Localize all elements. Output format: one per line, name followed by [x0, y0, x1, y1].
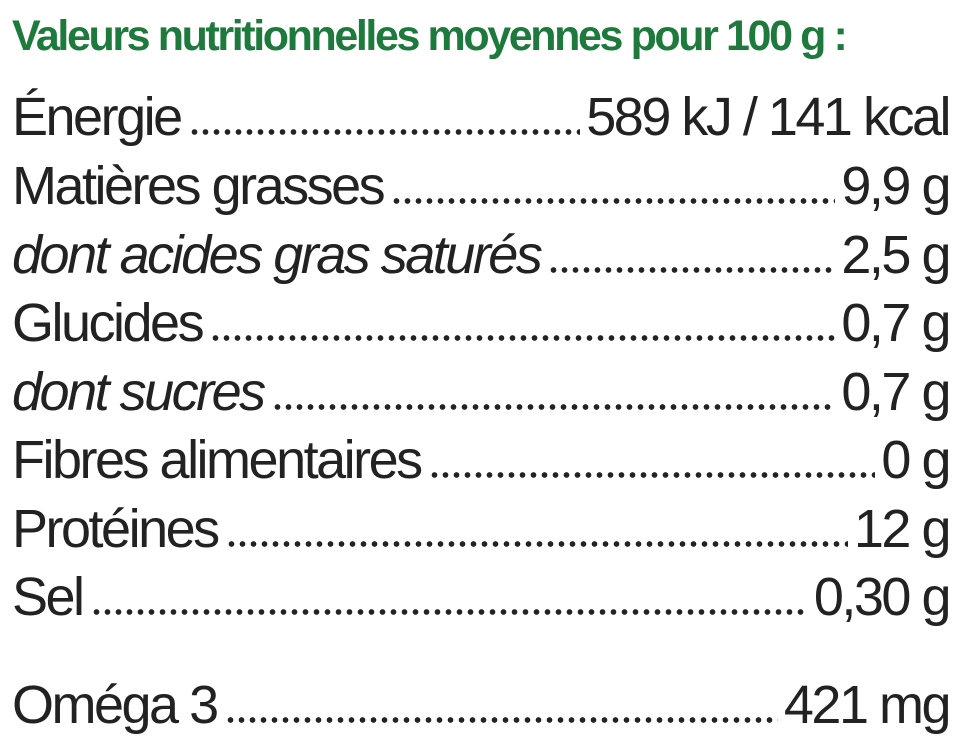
dot-leader	[548, 266, 835, 274]
row-acides-gras-satures	[12, 218, 949, 285]
row-proteines	[12, 492, 949, 559]
row-label: dont acides gras saturés	[12, 225, 541, 285]
dot-leader	[272, 403, 836, 411]
row-label: Énergie	[12, 87, 181, 147]
dot-leader	[189, 128, 581, 136]
row-label: dont sucres	[12, 362, 264, 422]
dot-leader	[391, 197, 835, 205]
row-value: 0,7 g	[841, 362, 949, 422]
dot-leader	[91, 608, 808, 616]
row-label: Glucides	[12, 293, 203, 353]
row-fibres-alimentaires	[12, 423, 949, 490]
row-label: Protéines	[12, 499, 218, 559]
row-label: Fibres alimentaires	[12, 430, 421, 490]
row-value: 0 g	[881, 430, 949, 490]
row-label: Oméga 3	[12, 675, 217, 735]
row-value: 0,7 g	[841, 293, 949, 353]
row-value: 9,9 g	[841, 156, 949, 216]
row-value: 2,5 g	[841, 225, 949, 285]
dot-leader	[226, 540, 848, 548]
dot-leader	[429, 471, 876, 479]
row-sucres	[12, 355, 949, 422]
row-label: Matières grasses	[12, 156, 384, 216]
row-omega-3	[12, 668, 949, 735]
row-glucides	[12, 286, 949, 353]
dot-leader	[210, 334, 835, 342]
nutrition-title: Valeurs nutritionnelles moyennes pour 100 g :	[12, 12, 846, 60]
row-label: Sel	[12, 567, 83, 627]
row-value: 12 g	[853, 499, 949, 559]
row-value: 421 mg	[783, 675, 949, 735]
row-value: 589 kJ / 141 kcal	[586, 87, 949, 147]
row-value: 0,30 g	[813, 567, 949, 627]
row-energie	[12, 80, 949, 147]
dot-leader	[225, 716, 778, 724]
row-sel	[12, 560, 949, 627]
row-matieres-grasses	[12, 149, 949, 216]
